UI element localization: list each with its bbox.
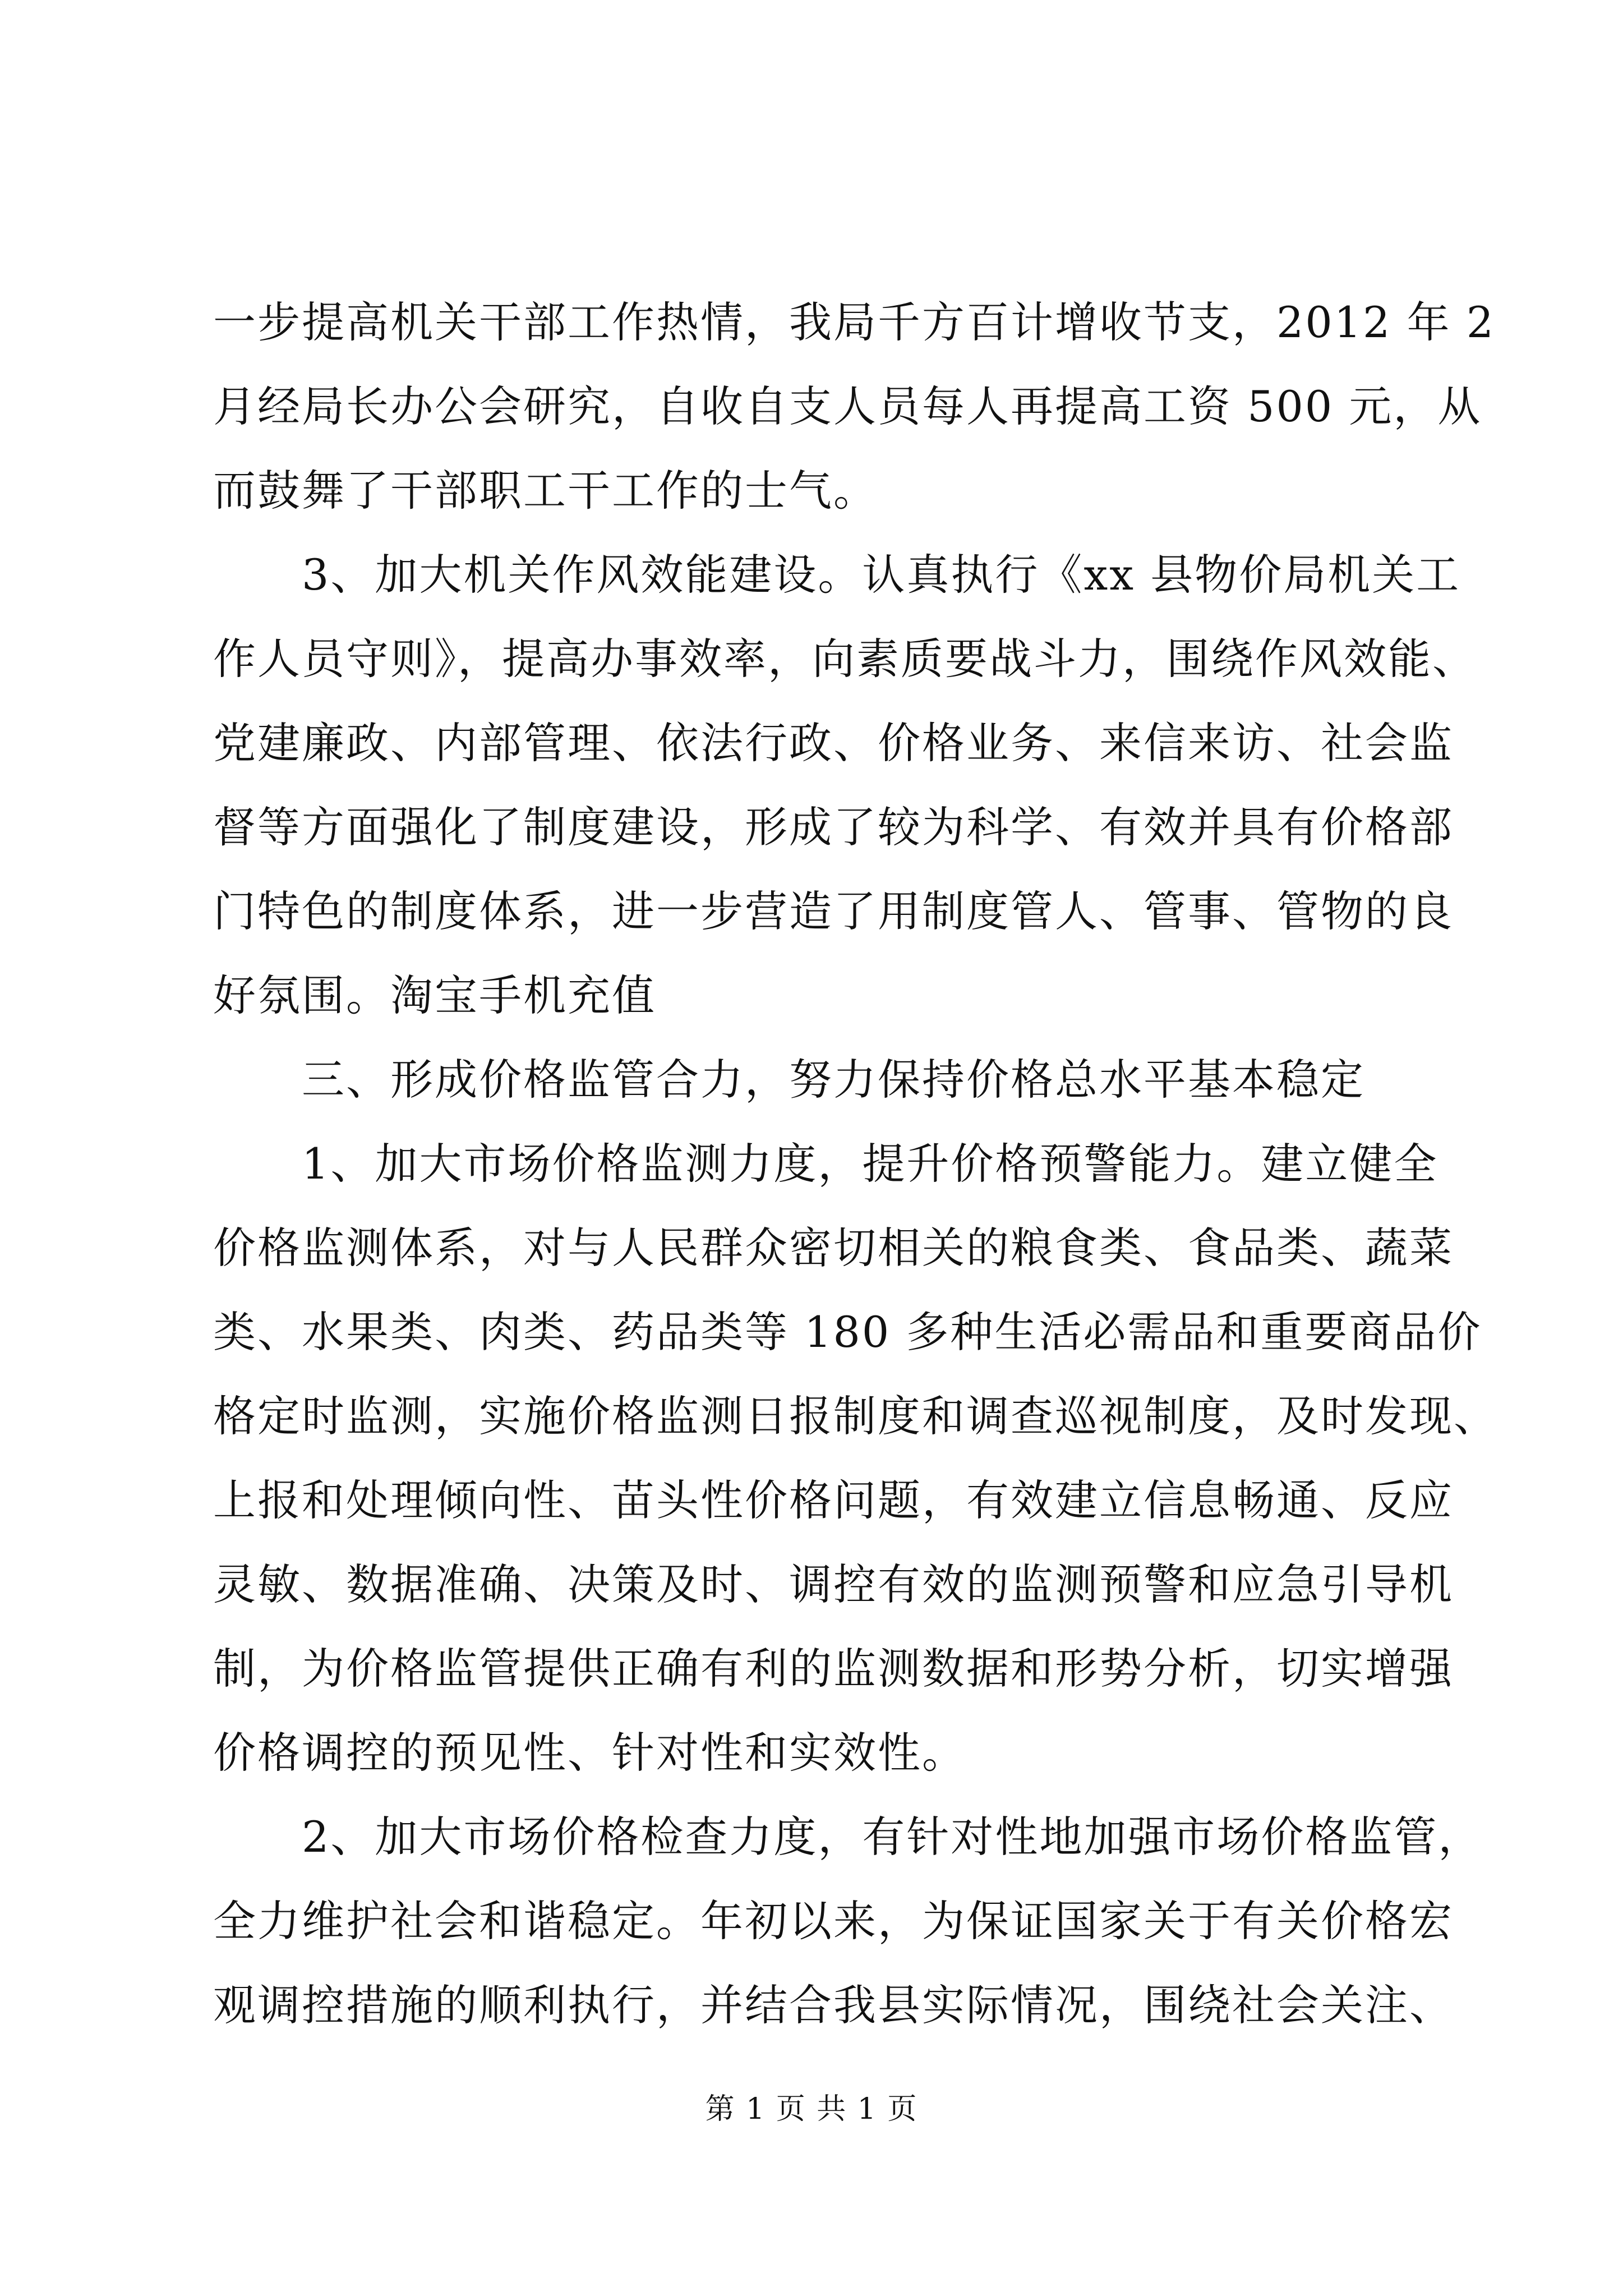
text-line: 灵敏、数据准确、决策及时、调控有效的监测预警和应急引导机 bbox=[213, 1559, 1454, 1609]
text-line: 1、加大市场价格监测力度，提升价格预警能力。建立健全 bbox=[213, 1139, 1438, 1189]
text-line: 格定时监测，实施价格监测日报制度和调查巡视制度，及时发现、 bbox=[213, 1391, 1498, 1441]
text-line: 作人员守则》，提高办事效率，向素质要战斗力，围绕作风效能、 bbox=[213, 634, 1477, 684]
page-footer: 第 1 页 共 1 页 bbox=[705, 2092, 918, 2126]
text-line: 制，为价格监管提供正确有利的监测数据和形势分析，切实增强 bbox=[213, 1644, 1454, 1694]
text-line: 价格调控的预见性、针对性和实效性。 bbox=[213, 1728, 966, 1778]
document-body bbox=[213, 280, 1498, 2047]
text-line: 月经局长办公会研究，自收自支人员每人再提高工资 500 元，从 bbox=[213, 381, 1482, 431]
text-line: 党建廉政、内部管理、依法行政、价格业务、来信来访、社会监 bbox=[213, 718, 1454, 768]
text-line: 全力维护社会和谐稳定。年初以来，为保证国家关于有关价格宏 bbox=[213, 1896, 1454, 1946]
text-line: 好氛围。淘宝手机充值 bbox=[213, 970, 656, 1020]
text-line: 而鼓舞了干部职工干工作的士气。 bbox=[213, 466, 878, 516]
text-line: 门特色的制度体系，进一步营造了用制度管人、管事、管物的良 bbox=[213, 886, 1454, 936]
text-line: 一步提高机关干部工作热情，我局千方百计增收节支，2012 年 2 bbox=[213, 297, 1496, 347]
text-line: 价格监测体系，对与人民群众密切相关的粮食类、食品类、蔬菜 bbox=[213, 1223, 1454, 1273]
text-line: 督等方面强化了制度建设，形成了较为科学、有效并具有价格部 bbox=[213, 802, 1454, 852]
text-line: 上报和处理倾向性、苗头性价格问题，有效建立信息畅通、反应 bbox=[213, 1475, 1454, 1525]
text-line: 观调控措施的顺利执行，并结合我县实际情况，围绕社会关注、 bbox=[213, 1980, 1454, 2030]
text-line: 2、加大市场价格检查力度，有针对性地加强市场价格监管， bbox=[213, 1812, 1483, 1862]
section-heading: 三、形成价格监管合力，努力保持价格总水平基本稳定 bbox=[213, 1055, 1365, 1105]
text-line: 3、加大机关作风效能建设。认真执行《xx 县物价局机关工 bbox=[213, 550, 1461, 600]
text-line: 类、水果类、肉类、药品类等 180 多种生活必需品和重要商品价 bbox=[213, 1307, 1482, 1357]
